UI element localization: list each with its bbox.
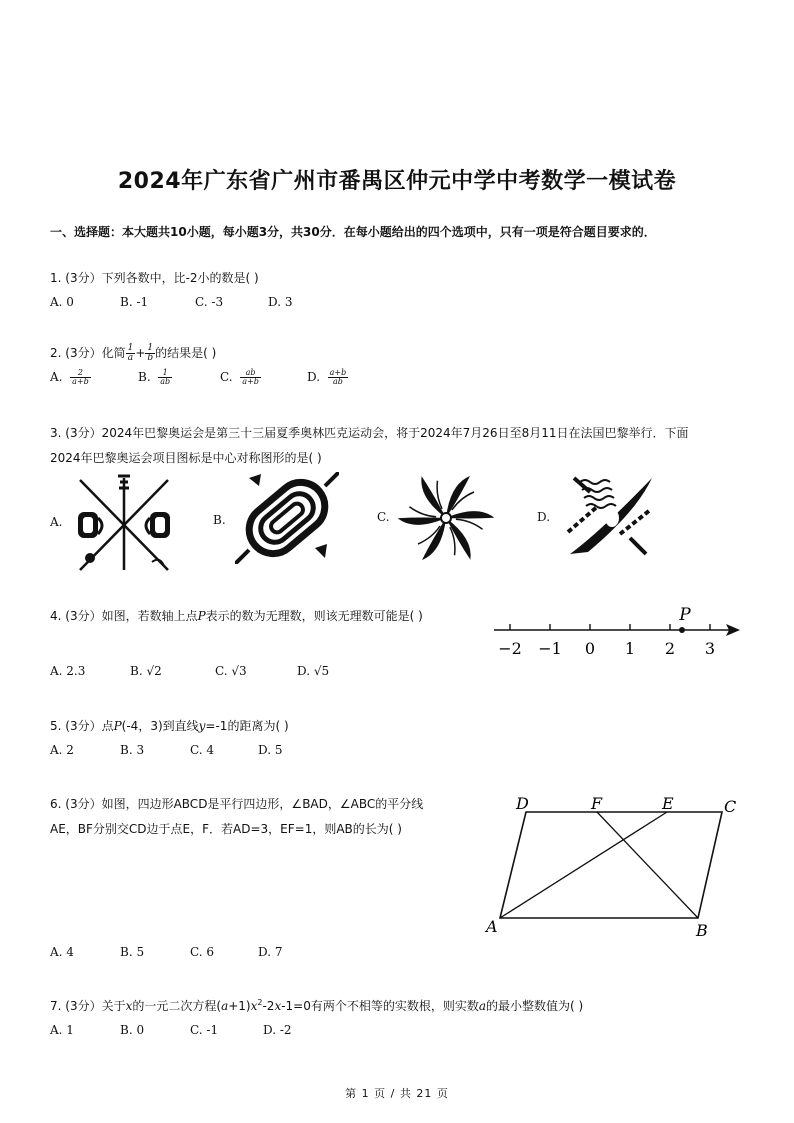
q7-exponent: 2 [257, 998, 263, 1007]
q1-option-a: A. 0 [50, 295, 74, 309]
q7-var-a2: a [478, 999, 487, 1013]
q2-stem-suffix: 的结果是( ) [155, 346, 217, 360]
q5-stem-mid: (-4，3)到直线 [121, 719, 199, 733]
q7-var-x2: x [250, 999, 258, 1013]
q3-option-d-label: D. [537, 510, 551, 524]
vertex-a-label: A [486, 917, 498, 936]
q4-stem-var: P [197, 609, 206, 623]
q2-option-a-num: 2 [70, 369, 91, 378]
number-line-tick-label: −1 [538, 639, 562, 658]
q7-stem-mid3: -2 [262, 999, 275, 1013]
q2-option-a-fraction [70, 369, 91, 386]
q6-option-b: B. 5 [120, 945, 145, 959]
q4-stem-suffix: 表示的数为无理数，则该无理数可能是( ) [205, 609, 423, 623]
q5-option-a: A. 2 [50, 743, 74, 757]
point-e-label: E [662, 794, 674, 813]
vertex-b-label: B [696, 921, 708, 940]
q7-option-a: A. 1 [50, 1023, 74, 1037]
q7-option-b: B. 0 [120, 1023, 145, 1037]
q7-option-c: C. -1 [190, 1023, 219, 1037]
page-title: 2024年广东省广州市番禺区仲元中学中考数学一模试卷 [117, 169, 677, 194]
q7-stem-prefix: 7. (3分）关于 [50, 999, 126, 1013]
pinwheel-icon [398, 470, 494, 566]
question-5-stem [50, 717, 289, 734]
q2-option-d-fraction [328, 369, 349, 386]
q2-option-c-den: a+b [242, 377, 259, 386]
q3-option-c-label: C. [377, 510, 390, 524]
q2-frac1-den: a [127, 353, 134, 363]
q4-stem-prefix: 4. (3分）如图，若数轴上点 [50, 609, 198, 623]
q2-frac2-den: b [147, 353, 154, 363]
q4-option-d: D. √5 [297, 664, 330, 678]
q2-fraction-2 [145, 344, 155, 363]
number-line-figure [488, 600, 748, 662]
q2-option-b-label: B. [138, 370, 151, 384]
q7-var-a: a [221, 999, 229, 1013]
question-6-stem-line1: 6. (3分）如图，四边形ABCD是平行四边形，∠BAD，∠ABC的平分线 [50, 797, 424, 811]
q1-option-c: C. -3 [195, 295, 224, 309]
question-4-stem [50, 607, 423, 624]
q7-var-x3: x [274, 999, 282, 1013]
q3-option-b-label: B. [213, 513, 226, 527]
number-line-tick-label: −2 [498, 639, 522, 658]
q2-option-d-label: D. [307, 370, 321, 384]
page-footer: 第 1 页 / 共 21 页 [345, 1087, 449, 1100]
vertex-d-label: D [516, 794, 529, 813]
q2-option-a [50, 369, 91, 386]
question-1-stem: 1. (3分）下列各数中，比-2小的数是( ) [50, 271, 259, 285]
q3-option-a-label: A. [50, 515, 63, 529]
point-f-label: F [591, 794, 603, 813]
point-p-label: P [679, 605, 691, 625]
canoe-slalom-icon [560, 472, 660, 562]
q6-option-c: C. 6 [190, 945, 215, 959]
vertex-c-label: C [724, 797, 737, 816]
q2-stem-prefix: 2. (3分）化简 [50, 346, 126, 360]
q2-option-b [138, 369, 172, 386]
q4-option-a: A. 2.3 [50, 664, 86, 678]
question-3-stem-line2: 2024年巴黎奥运会项目图标是中心对称图形的是( ) [50, 451, 322, 465]
q2-option-b-num: 1 [158, 369, 172, 378]
q6-option-a: A. 4 [50, 945, 74, 959]
point-p-marker [679, 627, 685, 633]
q2-option-a-label: A. [50, 370, 63, 384]
q5-option-c: C. 4 [190, 743, 215, 757]
q2-option-a-den: a+b [72, 377, 89, 386]
q5-option-d: D. 5 [258, 743, 283, 757]
q7-stem-suffix: 的最小整数值为( ) [486, 999, 584, 1013]
q2-plus: + [135, 346, 146, 360]
section-heading: 一、选择题：本大题共10小题，每小题3分，共30分．在每小题给出的四个选项中，只有一项是符合题目要求的． [50, 225, 656, 239]
number-line-tick-label: 3 [704, 639, 716, 658]
q1-option-b: B. -1 [120, 295, 149, 309]
q2-option-d [307, 369, 348, 386]
q4-option-c: C. √3 [215, 664, 247, 678]
question-2-stem [50, 344, 216, 363]
question-6-stem-line2: AE，BF分别交CD边于点E，F．若AD=3，EF=1，则AB的长为( ) [50, 822, 402, 836]
q2-option-b-den: ab [160, 377, 171, 386]
q2-option-d-den: ab [333, 377, 343, 386]
q2-option-c [220, 369, 261, 386]
q5-stem-suffix: =-1的距离为( ) [205, 719, 289, 733]
parallelogram-figure [484, 790, 746, 942]
athletics-track-icon [235, 472, 339, 564]
q5-option-b: B. 3 [120, 743, 145, 757]
q5-stem-point: P [113, 719, 122, 733]
q7-stem-mid2: +1) [228, 999, 251, 1013]
number-line-tick-label: 0 [584, 639, 596, 658]
q2-option-c-label: C. [220, 370, 233, 384]
q7-var-x: x [125, 999, 133, 1013]
q7-option-d: D. -2 [263, 1023, 292, 1037]
question-7-stem [50, 997, 583, 1014]
q2-option-d-num: a+b [329, 368, 347, 377]
q4-option-b: B. √2 [130, 664, 162, 678]
question-3-stem-line1: 3. (3分）2024年巴黎奥运会是第三十三届夏季奥林匹克运动会，将于2024年7月26日至8月11日在法国巴黎举行．下面 [50, 426, 689, 440]
q2-option-b-fraction [158, 369, 172, 386]
q7-stem-mid: 的一元二次方程( [132, 999, 222, 1013]
q2-fraction-1 [126, 344, 136, 363]
fencing-icon [72, 472, 176, 576]
number-line-tick-label: 1 [624, 639, 636, 658]
q2-frac1-num: 1 [127, 343, 134, 353]
q2-option-c-fraction [240, 369, 261, 386]
q7-stem-mid4: -1=0有两个不相等的实数根，则实数 [281, 999, 479, 1013]
q2-frac2-num: 1 [145, 344, 155, 354]
q5-stem-prefix: 5. (3分）点 [50, 719, 114, 733]
number-line-tick-label: 2 [664, 639, 676, 658]
q5-stem-var: y [198, 719, 206, 733]
q6-option-d: D. 7 [258, 945, 283, 959]
q2-option-c-num: ab [240, 369, 261, 378]
q1-option-d: D. 3 [268, 295, 293, 309]
